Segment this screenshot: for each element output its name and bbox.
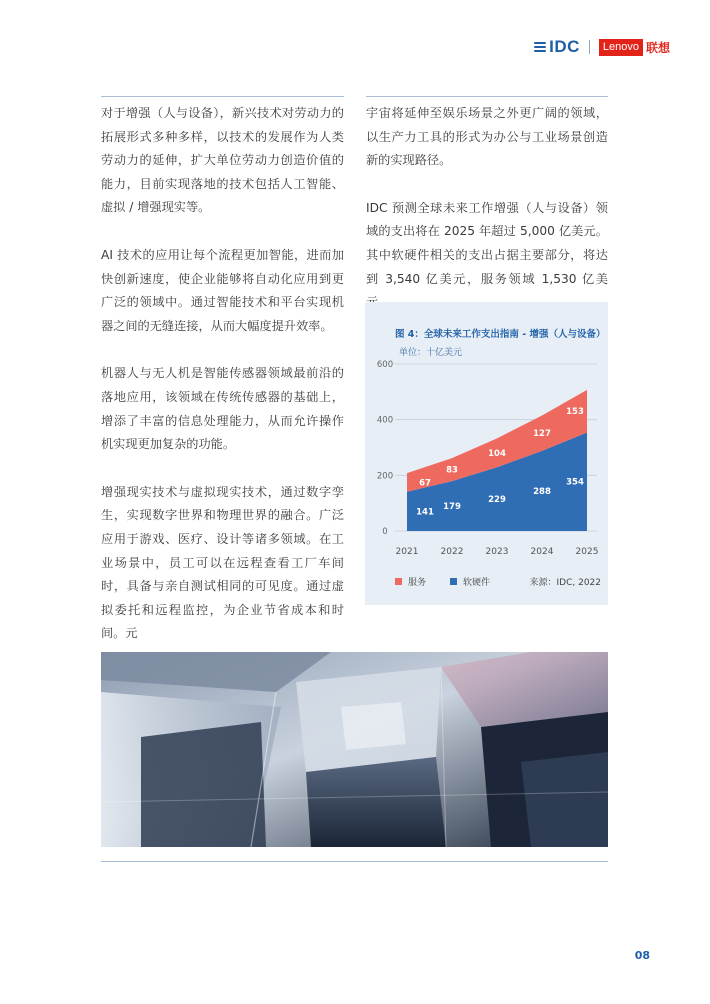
paragraph-robots: 机器人与无人机是智能传感器领域最前沿的落地应用，该领域在传统传感器的基础上，增添了丰富的信息处理能力，从而允许操作机实现更加复杂的功能。	[101, 366, 344, 452]
y-tick-label: 200	[376, 471, 394, 482]
paragraph-ai: AI 技术的应用让每个流程更加智能，进而加快创新速度，使企业能够将自动化应用到更广泛的领域中。通过智能技术和平台实现机器之间的无缝连接，从而大幅度提升效率。	[101, 247, 344, 333]
legend-swatch-services	[395, 578, 402, 585]
glass-cubes-image	[101, 652, 608, 847]
x-tick-label: 2024	[530, 547, 554, 557]
logo-divider	[589, 40, 590, 54]
right-top-rule	[366, 96, 608, 97]
data-label: 127	[533, 429, 551, 440]
data-label: 229	[488, 495, 506, 506]
x-tick-label: 2022	[440, 547, 464, 557]
legend-label-hardware-software: 软硬件	[463, 578, 491, 588]
data-label: 83	[446, 465, 458, 476]
bottom-rule	[101, 861, 608, 862]
data-label: 67	[419, 478, 431, 489]
idc-logo	[534, 37, 580, 57]
idc-mark-icon	[534, 41, 546, 53]
x-tick-label: 2021	[395, 547, 419, 557]
data-label: 354	[566, 477, 584, 488]
left-top-rule	[101, 96, 344, 97]
lenovo-cn-logo: 联想	[645, 40, 670, 55]
lenovo-logo: Lenovo	[599, 39, 643, 56]
page-number: 08	[634, 949, 650, 962]
chart-panel	[365, 302, 608, 605]
chart-source: 来源：IDC, 2022	[529, 578, 601, 588]
data-label: 179	[443, 502, 461, 513]
chart-title: 图 4：全球未来工作支出指南 - 增强（人与设备）	[395, 329, 606, 340]
legend-swatch-hardware-software	[450, 578, 457, 585]
y-tick-label: 600	[376, 360, 394, 370]
chart-unit: 单位：十亿美元	[399, 348, 463, 358]
legend-item-services	[395, 575, 426, 588]
paragraph-ar-vr: 增强现实技术与虚拟现实技术，通过数字孪生，实现数字世界和物理世界的融合。广泛应用于游戏、医疗、设计等诸多领域。在工业场景中，员工可以在远程查看工厂车间时，具备与亲自测试相同的可见度。通过虚拟委托和远程监控，为企业节省成本和时间。元	[101, 484, 344, 641]
y-tick-label: 400	[376, 415, 394, 426]
idc-logo-text: IDC	[549, 37, 580, 56]
paragraph-idc-forecast: IDC 预测全球未来工作增强（人与设备）领域的支出将在 2025 年超过 5,000 亿美元。其中软硬件相关的支出占据主要部分，将达到 3,540 亿美元，服务领域 1,530 亿美	[366, 200, 608, 286]
legend-label-services: 服务	[408, 578, 427, 588]
x-tick-label: 2023	[485, 547, 509, 557]
header-logos	[534, 38, 670, 56]
left-text-column	[101, 102, 344, 670]
paragraph-augmentation: 对于增强（人与设备），新兴技术对劳动力的拓展形式多种多样，以技术的发展作为人类劳动力的延伸，扩大单位劳动力创造价值的能力，目前实现落地的技术包括人工智能、虚拟 / 增强现实等。	[101, 106, 344, 215]
chart-legend	[395, 575, 605, 588]
data-label: 104	[488, 448, 506, 459]
data-label: 153	[566, 407, 584, 418]
data-label: 288	[533, 486, 551, 497]
data-label: 141	[416, 507, 434, 518]
stacked-area-chart	[365, 302, 608, 605]
paragraph-metaverse: 宇宙将延伸至娱乐场景之外更广阔的领域，以生产力工具的形式为办公与工业场景创造新的实现路径。	[366, 106, 608, 168]
legend-item-hardware-software	[450, 575, 490, 588]
x-tick-label: 2025	[575, 547, 599, 557]
y-tick-label: 0	[382, 527, 388, 537]
